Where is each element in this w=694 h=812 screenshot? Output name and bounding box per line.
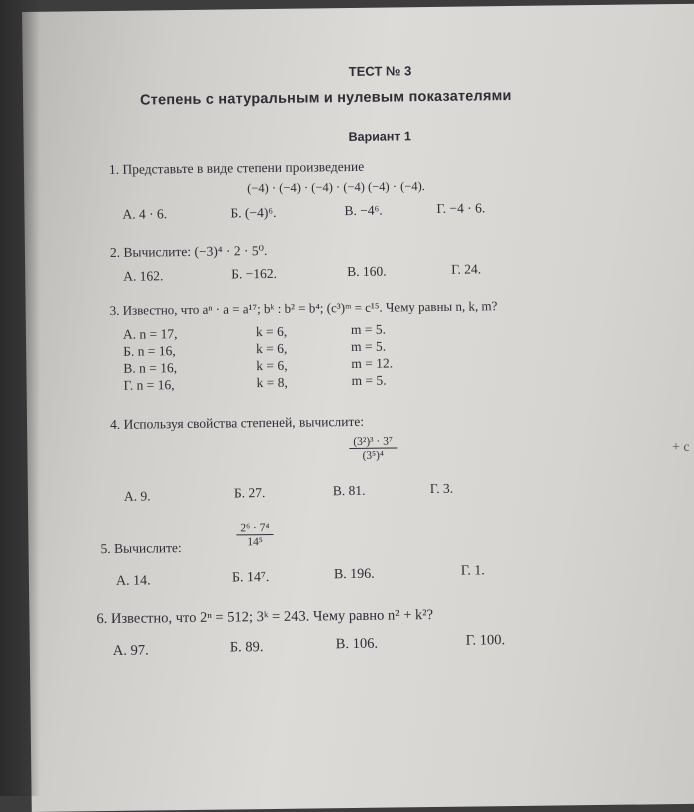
q3-row-v-m: m = 12. xyxy=(351,355,394,372)
q3-row-v-k: k = 6, xyxy=(256,357,288,374)
q4-answer-b: Б. 27. xyxy=(233,485,266,501)
q5-denominator: 14⁵ xyxy=(247,536,263,549)
margin-pencil-mark: + с xyxy=(672,440,690,455)
q2-answer-v: В. 160. xyxy=(347,263,387,280)
left-shadow xyxy=(0,0,40,796)
variant-label: Вариант 1 xyxy=(348,129,411,145)
question-5-fraction xyxy=(236,522,273,548)
q3-row-a-n: А. n = 17, xyxy=(122,326,178,342)
question-2-text: 2. Вычислите: (−3)⁴ · 2 · 5⁰. xyxy=(109,243,268,260)
q6-answer-g: Г. 100. xyxy=(465,632,506,649)
q3-row-g-k: k = 8, xyxy=(256,374,288,391)
question-5-text: 5. Вычислите: xyxy=(100,540,182,557)
q3-row-g-m: m = 5. xyxy=(351,372,387,389)
q4-answer-a: А. 9. xyxy=(123,488,151,504)
q4-answer-g: Г. 3. xyxy=(429,480,454,497)
question-1-text: 1. Представьте в виде степени произведение xyxy=(108,158,365,177)
q5-numerator: 2⁶ · 7⁴ xyxy=(236,522,273,535)
test-number: ТЕСТ № 3 xyxy=(348,63,412,80)
q3-row-a-k: k = 6, xyxy=(255,323,288,340)
question-3-text: 3. Известно, что aⁿ · a = a¹⁷; bᵏ : b² = b⁴; (c³)ᵐ = c¹⁵. Чему равны n, k, m? xyxy=(109,298,498,318)
question-1-expression: (−4) · (−4) · (−4) · (−4) (−4) · (−4). xyxy=(247,179,425,196)
q2-answer-g: Г. 24. xyxy=(451,261,482,277)
q4-numerator: (3²)³ · 3⁷ xyxy=(349,435,397,449)
q4-answer-v: В. 81. xyxy=(332,482,366,499)
q2-answer-a: А. 162. xyxy=(123,268,164,284)
q1-answer-g: Г. −4 · 6. xyxy=(436,200,486,216)
test-title: Степень с натуральным и нулевым показателями xyxy=(139,88,512,109)
q3-row-b-k: k = 6, xyxy=(256,340,288,357)
q6-answer-v: В. 106. xyxy=(335,635,379,653)
q6-answer-a: А. 97. xyxy=(112,642,149,659)
question-4-fraction xyxy=(349,435,397,462)
q1-answer-b: Б. (−4)⁶. xyxy=(230,204,277,221)
q3-row-v-n: В. n = 16, xyxy=(123,360,178,376)
q6-answer-b: Б. 89. xyxy=(229,639,264,656)
test-sheet xyxy=(22,4,694,812)
q5-answer-g: Г. 1. xyxy=(460,563,485,579)
question-6-text: 6. Известно, что 2ⁿ = 512; 3ᵏ = 243. Чему равно n² + k²? xyxy=(96,607,434,628)
q5-answer-b: Б. 14⁷. xyxy=(231,570,270,586)
q3-row-b-m: m = 5. xyxy=(351,338,387,355)
q3-row-a-m: m = 5. xyxy=(350,321,386,338)
q1-answer-v: В. −4⁶. xyxy=(344,202,383,219)
q3-row-g-n: Г. n = 16, xyxy=(123,377,175,393)
q3-row-b-n: Б. n = 16, xyxy=(123,343,176,359)
q2-answer-b: Б. −162. xyxy=(231,265,278,282)
q1-answer-a: А. 4 · 6. xyxy=(122,206,168,222)
q4-denominator: (3⁵)⁴ xyxy=(362,449,385,462)
q5-answer-a: А. 14. xyxy=(115,573,151,589)
question-4-text: 4. Используя свойства степеней, вычислите: xyxy=(109,413,365,432)
q5-answer-v: В. 196. xyxy=(333,566,375,583)
